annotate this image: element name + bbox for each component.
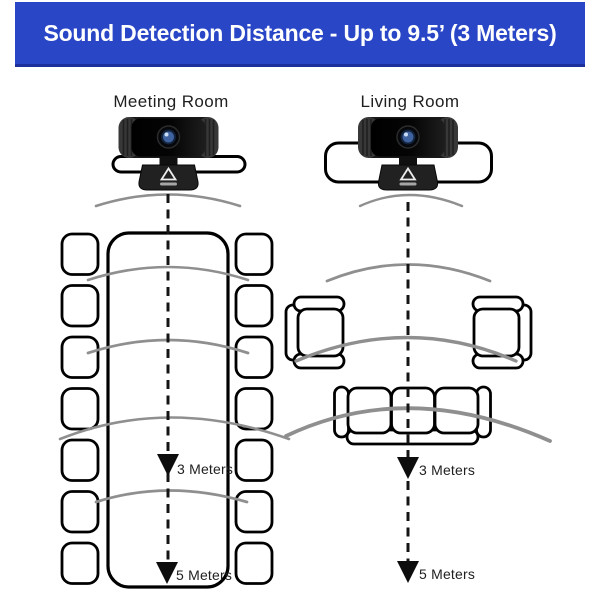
chair <box>236 492 272 533</box>
chair <box>236 389 272 430</box>
chair <box>62 492 98 533</box>
meeting-3m-label: 3 Meters <box>177 461 234 477</box>
armchair-right <box>473 297 531 368</box>
webcam-icon-meeting <box>119 117 219 190</box>
sound-wave-arc <box>360 195 462 206</box>
banner-title: Sound Detection Distance - Up to 9.5’ (3 Meters) <box>43 19 557 46</box>
chair-column-left <box>62 234 98 584</box>
armchair-left <box>286 297 344 368</box>
chair <box>62 234 98 275</box>
living-room-label: Living Room <box>360 92 460 111</box>
living-5m-label: 5 Meters <box>419 566 476 582</box>
living-3m-label: 3 Meters <box>419 462 476 478</box>
chair <box>62 337 98 378</box>
chair <box>236 440 272 481</box>
conference-table <box>108 233 228 587</box>
distance-arrow-3m-living <box>397 457 419 479</box>
chair-column-right <box>236 234 272 584</box>
chair <box>236 543 272 584</box>
meeting-5m-label: 5 Meters <box>176 567 233 583</box>
meeting-room-diagram <box>62 233 272 587</box>
chair <box>236 337 272 378</box>
chair <box>236 234 272 275</box>
meeting-room-label: Meeting Room <box>113 92 229 111</box>
chair <box>62 389 98 430</box>
chair <box>236 286 272 327</box>
chair <box>62 440 98 481</box>
distance-arrow-5m-living <box>397 561 419 583</box>
chair <box>62 543 98 584</box>
chair <box>62 286 98 327</box>
